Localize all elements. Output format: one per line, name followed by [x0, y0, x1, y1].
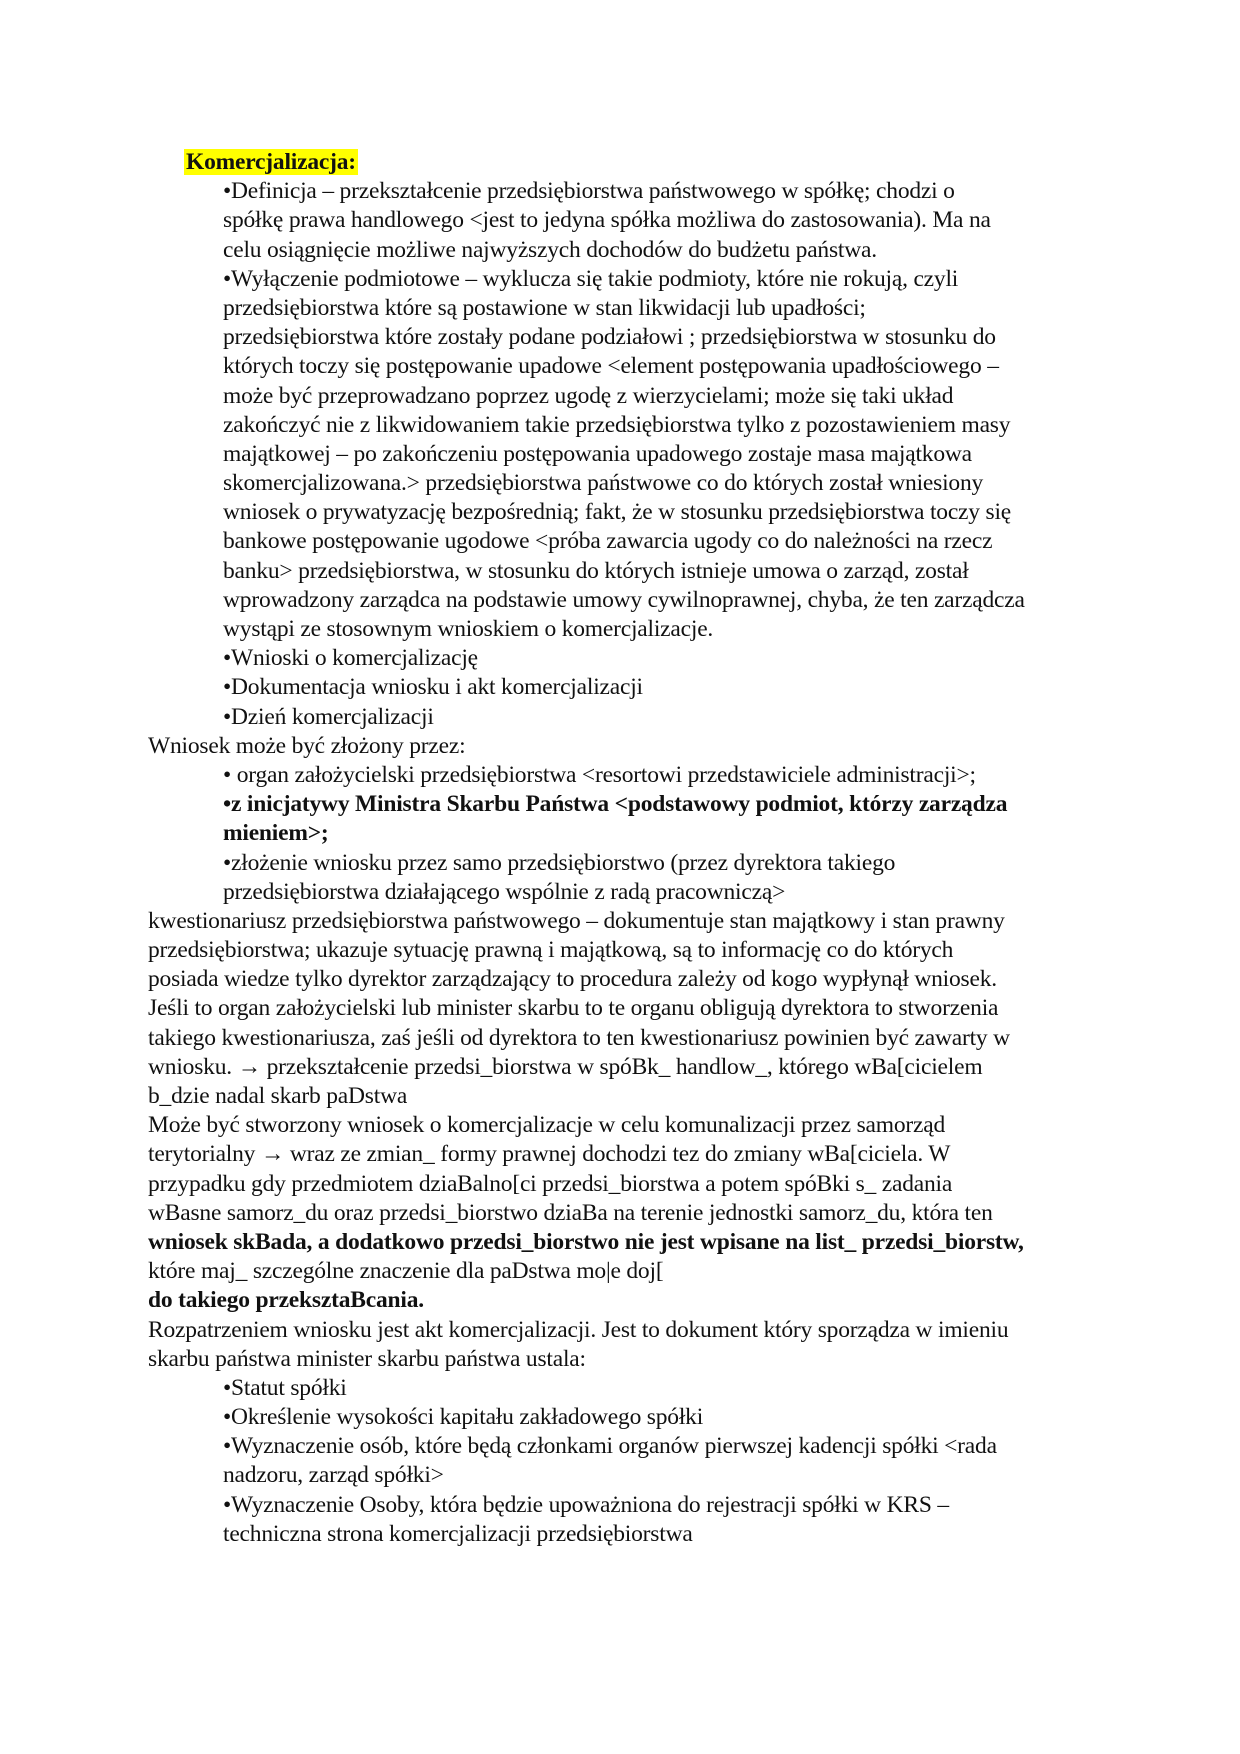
text-line: spółkę prawa handlowego <jest to jedyna spółka możliwa do zastosowania). Ma na	[223, 207, 991, 234]
text-line: Rozpatrzeniem wniosku jest akt komercjalizacji. Jest to dokument który sporządza w imieniu	[148, 1316, 1009, 1343]
text-line: Wniosek może być złożony przez:	[148, 732, 466, 759]
bullet-item-line: • organ założycielski przedsiębiorstwa <resortowi przedstawiciele administracji>;	[223, 761, 976, 788]
text-line: wystąpi ze stosownym wnioskiem o komercjalizacje.	[223, 616, 714, 642]
bullet-item-line: •Określenie wysokości kapitału zakładowego spółki	[223, 1404, 704, 1431]
bullet-item-line: •złożenie wniosku przez samo przedsiębiorstwo (przez dyrektora takiego	[223, 849, 896, 876]
bullet-item-line: •z inicjatywy Ministra Skarbu Państwa <podstawowy podmiot, którzy zarządza	[223, 791, 1008, 818]
text-line: mieniem>;	[223, 820, 329, 847]
bullet-item-line: •Dzień komercjalizacji	[223, 703, 434, 730]
text-line: Jeśli to organ założycielski lub minister skarbu to te organu obligują dyrektora to stworzenia	[148, 995, 999, 1022]
text-line: zakończyć nie z likwidowaniem takie przedsiębiorstwa tylko z pozostawieniem masy	[223, 411, 1011, 438]
bullet-item-line: •Wnioski o komercjalizację	[223, 645, 478, 672]
text-line: wniosek skBada, a dodatkowo przedsi_biorstwo nie jest wpisane na list_ przedsi_biorstw,	[148, 1228, 1024, 1255]
text-line: Może być stworzony wniosek o komercjalizacje w celu komunalizacji przez samorząd	[148, 1112, 946, 1139]
text-line: może być przeprowadzano poprzez ugodę z wierzycielami; może się taki układ	[223, 382, 954, 409]
text-line: banku> przedsiębiorstwa, w stosunku do których istnieje umowa o zarząd, został	[223, 557, 969, 584]
text-line: które maj_ szczególne znaczenie dla paDstwa mo|e doj[	[148, 1258, 664, 1285]
text-line: bankowe postępowanie ugodowe <próba zawarcia ugody co do należności na rzecz	[223, 528, 993, 555]
bullet-item-line: •Wyłączenie podmiotowe – wyklucza się takie podmioty, które nie rokują, czyli	[223, 265, 959, 292]
text-line: wBasne samorz_du oraz przedsi_biorstwo dziaBa na terenie jednostki samorz_du, która ten	[148, 1199, 993, 1226]
text-line: których toczy się postępowanie upadowe <element postępowania upadłościowego –	[223, 353, 999, 380]
bullet-item-line: •Definicja – przekształcenie przedsiębiorstwa państwowego w spółkę; chodzi o	[223, 178, 955, 205]
text-line: posiada wiedze tylko dyrektor zarządzający to procedura zależy od kogo wypłynął wniosek.	[148, 966, 997, 993]
bullet-item-line: •Wyznaczenie osób, które będą członkami organów pierwszej kadencji spółki <rada	[223, 1433, 997, 1460]
text-line: terytorialny → wraz ze zmian_ formy prawnej dochodzi tez do zmiany wBa[ciciela. W	[148, 1141, 951, 1168]
document-page	[0, 148, 1240, 1549]
text-line: przedsiębiorstwa które są postawione w stan likwidacji lub upadłości;	[223, 294, 866, 321]
text-line: skarbu państwa minister skarbu państwa ustala:	[148, 1345, 586, 1372]
text-line: takiego kwestionariusza, zaś jeśli od dyrektora to ten kwestionariusz powinien być zawarty w	[148, 1024, 1010, 1051]
text-line: przedsiębiorstwa które zostały podane podziałowi ; przedsiębiorstwa w stosunku do	[223, 324, 996, 351]
text-line: wniosek o prywatyzację bezpośrednią; fakt, że w stosunku przedsiębiorstwa toczy się	[223, 499, 1012, 526]
text-line: do takiego przeksztaBcania.	[148, 1287, 424, 1314]
text-line: kwestionariusz przedsiębiorstwa państwowego – dokumentuje stan majątkowy i stan prawny	[148, 907, 1005, 934]
document-title: Komercjalizacja:	[186, 149, 356, 175]
text-line: majątkowej – po zakończeniu postępowania upadowego zostaje masa majątkowa	[223, 440, 972, 467]
text-line: wprowadzony zarządca na podstawie umowy cywilnoprawnej, chyba, że ten zarządcza	[223, 586, 1025, 613]
bullet-item-line: •Wyznaczenie Osoby, która będzie upoważniona do rejestracji spółki w KRS –	[223, 1491, 949, 1518]
text-line: wniosku. → przekształcenie przedsi_biorstwa w spóBk_ handlow_, którego wBa[cicielem	[148, 1053, 983, 1080]
text-line: przedsiębiorstwa działającego wspólnie z radą pracowniczą>	[223, 878, 786, 905]
text-line: przedsiębiorstwa; ukazuje sytuację prawną i majątkową, są to informację co do których	[148, 937, 954, 964]
bullet-item-line: •Dokumentacja wniosku i akt komercjalizacji	[223, 674, 643, 701]
document-title-line	[0, 148, 1240, 177]
text-line: celu osiągnięcie możliwe najwyższych dochodów do budżetu państwa.	[223, 236, 877, 263]
text-line: b_dzie nadal skarb paDstwa	[148, 1083, 408, 1109]
bullet-item-line: •Statut spółki	[223, 1374, 347, 1401]
text-line: przypadku gdy przedmiotem dziaBalno[ci przedsi_biorstwa a potem spóBki s_ zadania	[148, 1170, 953, 1197]
text-line: skomercjalizowana.> przedsiębiorstwa państwowe co do których został wniesiony	[223, 470, 984, 497]
text-line: nadzoru, zarząd spółki>	[223, 1462, 444, 1489]
text-line: techniczna strona komercjalizacji przedsiębiorstwa	[223, 1520, 693, 1547]
